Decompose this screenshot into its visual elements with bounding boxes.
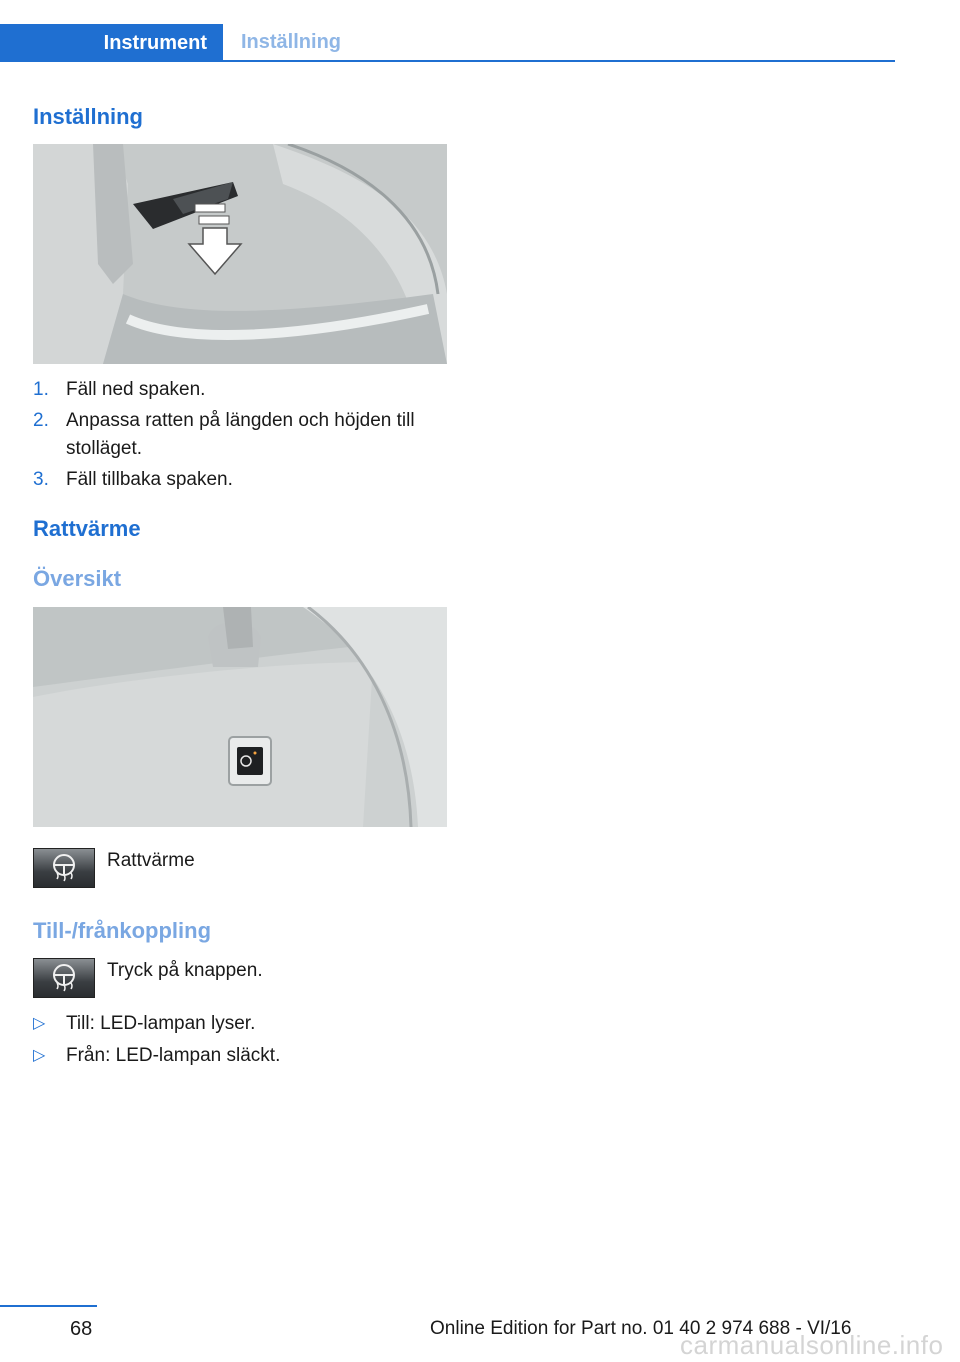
step-item — [33, 466, 453, 494]
edition-text: Online Edition for Part no. 01 40 2 974 688 - VI/16 — [430, 1318, 852, 1339]
step-number: 3. — [33, 469, 49, 490]
bullet-item — [33, 1042, 453, 1070]
figure-heating-button — [33, 607, 447, 827]
status-bullet-list — [33, 1010, 453, 1074]
press-button-text: Tryck på knappen. — [107, 960, 263, 981]
step-number: 1. — [33, 379, 49, 400]
step-text: Anpassa ratten på längden och höjden till stolläget. — [66, 410, 415, 459]
heading-rattvarme: Rattvärme — [33, 516, 141, 541]
press-button-row — [33, 958, 263, 998]
steps-list — [33, 376, 453, 497]
bullet-text: Från: LED-lampan släckt. — [66, 1045, 281, 1066]
triangle-bullet-icon: ▷ — [33, 1015, 46, 1032]
figure-steering-lever — [33, 144, 447, 364]
tab-instrument[interactable]: Instrument — [0, 24, 223, 62]
steering-lever-illustration — [33, 144, 447, 364]
step-text: Fäll tillbaka spaken. — [66, 469, 233, 490]
step-item — [33, 376, 453, 404]
steering-wheel-heating-icon — [33, 848, 95, 888]
triangle-bullet-icon: ▷ — [33, 1047, 46, 1064]
subheading-till-frankoppling: Till-/frånkoppling — [33, 918, 212, 943]
bullet-text: Till: LED-lampan lyser. — [66, 1013, 256, 1034]
footer-divider — [0, 1305, 97, 1307]
watermark: carmanualsonline.info — [680, 1330, 944, 1360]
steering-wheel-heating-icon — [33, 958, 95, 998]
step-number: 2. — [33, 410, 49, 431]
bullet-item — [33, 1010, 453, 1038]
tab-installning[interactable]: Inställning — [241, 30, 341, 53]
page-number: 68 — [70, 1318, 93, 1340]
step-text: Fäll ned spaken. — [66, 379, 206, 400]
heating-button-illustration — [33, 607, 447, 827]
header-tabbar — [0, 24, 895, 62]
tab-underline — [223, 60, 895, 62]
heading-installning: Inställning — [33, 104, 143, 129]
icon-caption-row — [33, 848, 195, 888]
step-item — [33, 407, 453, 463]
icon-caption: Rattvärme — [107, 850, 195, 871]
subheading-oversikt: Översikt — [33, 566, 122, 591]
